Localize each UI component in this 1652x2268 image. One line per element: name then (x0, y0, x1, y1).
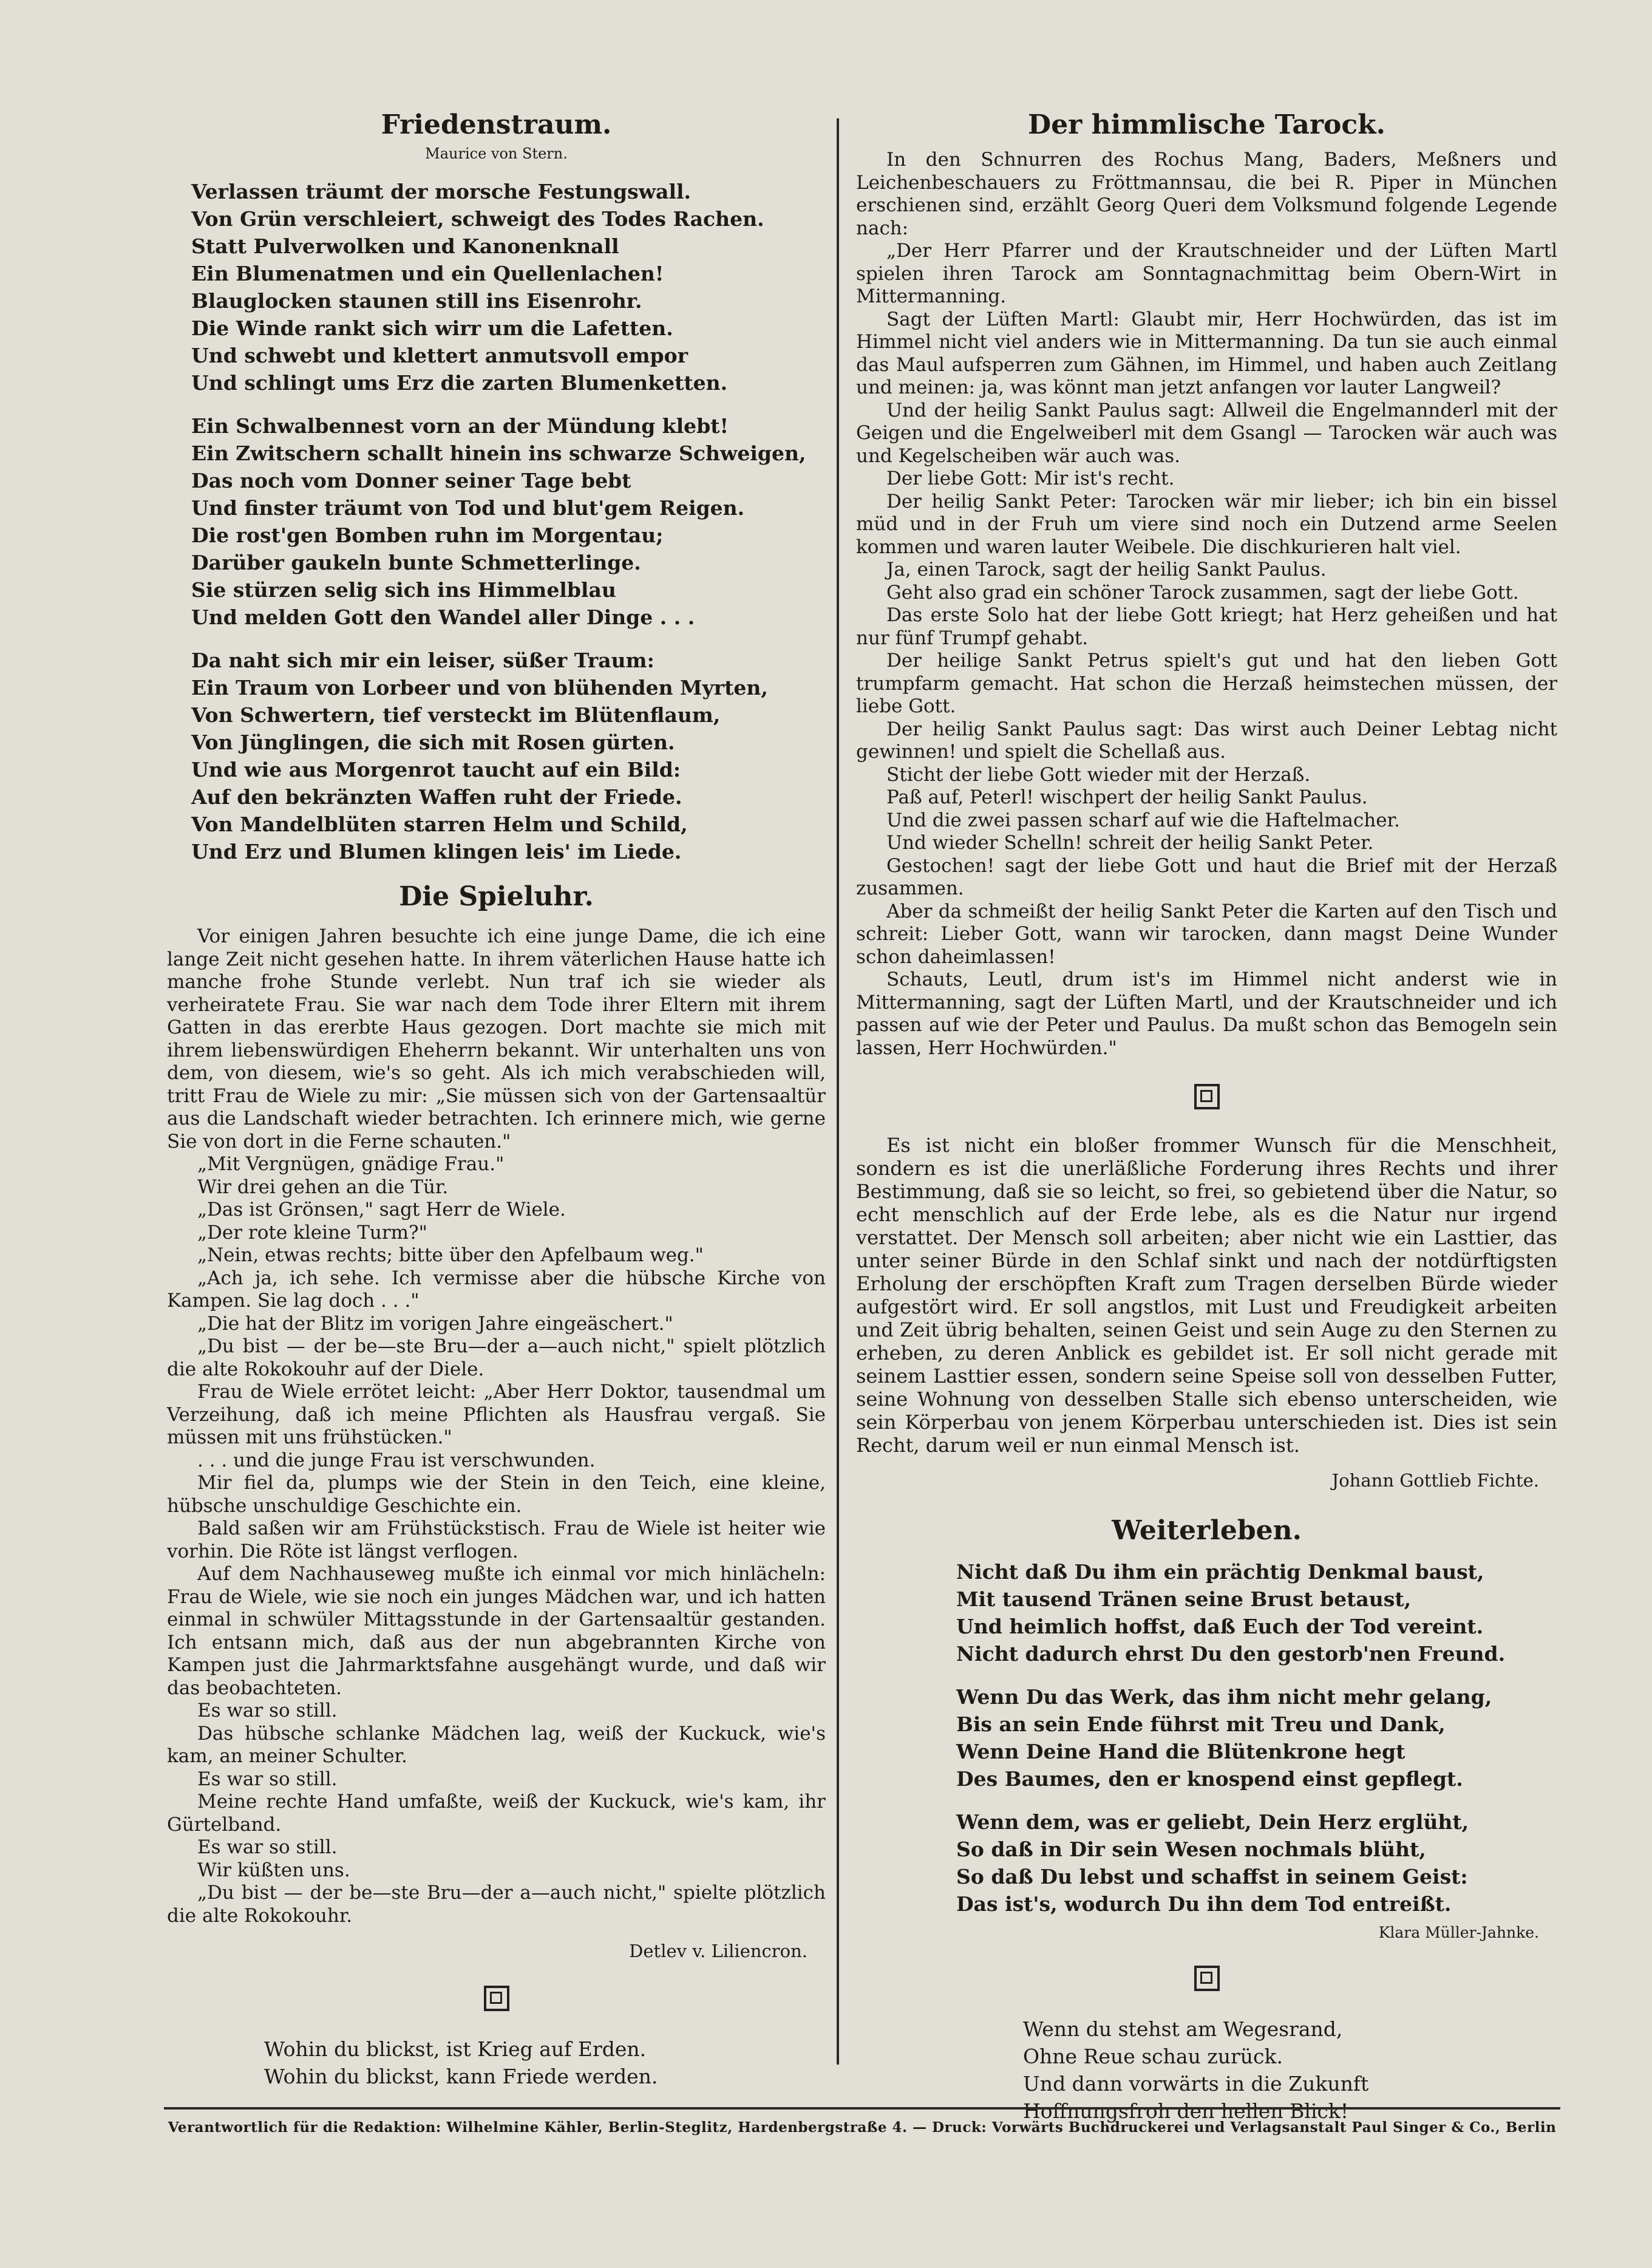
section-separator-icon (484, 1986, 509, 2011)
tarock-paragraph: Das erste Solo hat der liebe Gott kriegt; hat Herz geheißen und hat nur fünf Trumpf gehabt. (856, 604, 1557, 649)
left-column (167, 97, 826, 2090)
verse-line: Blauglocken staunen still ins Eisenrohr. (191, 289, 642, 313)
tarock-paragraph: Der heilig Sankt Paulus sagt: Das wirst auch Deiner Lebtag nicht gewinnen! und spielt die Schellaß aus. (856, 718, 1557, 763)
story-paragraph: „Du bist — der be—ste Bru—der a—auch nicht," spielt plötzlich die alte Rokokouhr auf der Diele. (167, 1335, 826, 1380)
verse-line: Die Winde rankt sich wirr um die Lafetten. (191, 316, 673, 340)
tarock-paragraph: Und die zwei passen scharf auf wie die Haftelmacher. (886, 809, 1400, 831)
poem-title-friedenstraum: Friedenstraum. (381, 109, 612, 140)
verse-line: Auf den bekränzten Waffen ruht der Friede. (191, 785, 682, 809)
story-paragraph: „Die hat der Blitz im vorigen Jahre eingeäschert." (197, 1312, 673, 1335)
quatrain-line: Ohne Reue schau zurück. (1023, 2045, 1283, 2068)
poem-stanza (191, 412, 826, 631)
story-paragraph: . . . und die junge Frau ist verschwunden. (197, 1449, 596, 1471)
story-paragraph: Es war so still. (197, 1836, 338, 1858)
story-paragraph: Bald saßen wir am Frühstückstisch. Frau de Wiele ist heiter wie vorhin. Die Röte ist längst verflogen. (167, 1517, 826, 1562)
story-paragraph: Das hübsche schlanke Mädchen lag, weiß der Kuckuck, wie's kam, an meiner Schulter. (167, 1722, 826, 1767)
verse-line: Und melden Gott den Wandel aller Dinge . . . (191, 605, 695, 629)
story-paragraph: „Ach ja, ich sehe. Ich vermisse aber die hübsche Kirche von Kampen. Sie lag doch . . ." (167, 1267, 826, 1312)
verse-line: Wenn dem, was er geliebt, Dein Herz erglüht, (956, 1810, 1469, 1834)
verse-line: Und wie aus Morgenrot taucht auf ein Bild: (191, 758, 681, 782)
verse-line: Darüber gaukeln bunte Schmetterlinge. (191, 551, 641, 574)
tarock-paragraph: Und wieder Schelln! schreit der heilig Sankt Peter. (886, 832, 1374, 854)
verse-line: Nicht dadurch ehrst Du den gestorb'nen Freund. (956, 1642, 1506, 1666)
story-paragraph: „Du bist — der be—ste Bru—der a—auch nicht," spielte plötzlich die alte Rokokouhr. (167, 1882, 826, 1927)
verse-line: Und schlingt ums Erz die zarten Blumenketten. (191, 371, 728, 395)
poem-stanza (956, 1808, 1557, 1918)
tarock-paragraph: Geht also grad ein schöner Tarock zusammen, sagt der liebe Gott. (886, 581, 1519, 604)
verse-line: Ein Zwitschern schallt hinein ins schwarze Schweigen, (191, 441, 806, 465)
verse-line: Von Mandelblüten starren Helm und Schild, (191, 812, 688, 836)
fichte-quote (856, 1134, 1557, 1457)
story-body (167, 925, 826, 1927)
tarock-paragraph: Und der heilig Sankt Paulus sagt: Allweil die Engelmannderl mit der Geigen und die Engelweiberl mit dem Gsangl — Tarocken wär auch was und Kegelscheiben wär auch was. (856, 399, 1557, 467)
verse-line: Ein Traum von Lorbeer und von blühenden Myrten, (191, 676, 768, 700)
story-paragraph: Es war so still. (197, 1700, 338, 1721)
imprint-footer: Verantwortlich für die Redaktion: Wilhelmine Kähler, Berlin-Steglitz, Hardenbergstraße 4. — Druck: Vorwärts Buchdruckerei und Verlagsanstalt Paul Singer & Co., Berlin (164, 2107, 1560, 2136)
verse-line: Das noch vom Donner seiner Tage bebt (191, 469, 631, 492)
couplet-line: Wohin du blickst, ist Krieg auf Erden. (264, 2037, 647, 2061)
verse-line: So daß Du lebst und schaffst in seinem Geist: (956, 1865, 1468, 1888)
story-paragraph: Frau de Wiele errötet leicht: „Aber Herr Doktor, tausendmal um Verzeihung, daß ich meine Pflichten als Hausfrau vergaß. Sie müssen mit uns frühstücken." (167, 1381, 826, 1448)
verse-line: Und schwebt und klettert anmutsvoll empor (191, 344, 688, 367)
fichte-signature: Johann Gottlieb Fichte. (1331, 1470, 1539, 1491)
verse-line: Wenn Deine Hand die Blütenkrone hegt (956, 1740, 1406, 1763)
article-title-tarock: Der himmlische Tarock. (1028, 109, 1385, 140)
section-separator-icon (1194, 1966, 1220, 1991)
story-signature: Detlev v. Liliencron. (629, 1941, 807, 1961)
poem-stanza (956, 1683, 1557, 1793)
verse-line: Und heimlich hoffst, daß Euch der Tod vereint. (956, 1615, 1484, 1638)
story-paragraph: Meine rechte Hand umfaßte, weiß der Kuckuck, wie's kam, ihr Gürtelband. (167, 1791, 826, 1836)
tarock-paragraph: Paß auf, Peterl! wischpert der heilig Sankt Paulus. (886, 786, 1368, 808)
tarock-paragraph: Sticht der liebe Gott wieder mit der Herzaß. (886, 763, 1311, 786)
tarock-paragraph: Schauts, Leutl, drum ist's im Himmel nicht anderst wie in Mittermanning, sagt der Lüften Martl, und der Krautschneider und ich passen auf wie der Peter und Paulus. Da mußt schon das Bemogeln sein lassen, Herr Hochwürden." (856, 969, 1557, 1059)
story-paragraph: Wir drei gehen an die Tür. (197, 1176, 449, 1198)
verse-line: Von Grün verschleiert, schweigt des Todes Rachen. (191, 207, 764, 231)
poem-stanza (956, 1558, 1557, 1667)
verse-line: Von Jünglingen, die sich mit Rosen gürten. (191, 730, 675, 754)
tarock-paragraph: Der liebe Gott: Mir ist's recht. (886, 468, 1175, 489)
story-title-spieluhr: Die Spieluhr. (399, 881, 594, 912)
verse-line: Von Schwertern, tief versteckt im Blütenflaum, (191, 703, 721, 727)
poem-stanza (191, 647, 826, 865)
quatrain-line: Und dann vorwärts in die Zukunft (1023, 2072, 1369, 2096)
column-divider (837, 118, 839, 2065)
story-paragraph: Vor einigen Jahren besuchte ich eine junge Dame, die ich eine lange Zeit nicht gesehen hatte. In ihrem väterlichen Hause hatte ich manche frohe Stunde verlebt. Nun traf ich sie wieder als verheiratete Frau. Sie war nach dem Tode ihrer Eltern mit ihrem Gatten in das ererbte Haus gezogen. Dort machte sie mich mit ihrem liebenswürdigen Eheherrn bekannt. Wir unterhalten uns von dem, von diesem, wie's so geht. Als ich mich verabschieden will, tritt Frau de Wiele zu mir: „Sie müssen sich von der Gartensaaltür aus die Landschaft wieder betrachten. Ich erinnere mich, wie gerne Sie von dort in die Ferne schauten." (167, 925, 826, 1153)
story-paragraph: „Nein, etwas rechts; bitte über den Apfelbaum weg." (197, 1244, 704, 1266)
verse-line: Ein Blumenatmen und ein Quellenlachen! (191, 262, 664, 285)
verse-line: Wenn Du das Werk, das ihm nicht mehr gelang, (956, 1685, 1492, 1709)
verse-line: Und Erz und Blumen klingen leis' im Liede. (191, 840, 682, 863)
fichte-text: Es ist nicht ein bloßer frommer Wunsch für die Menschheit, sondern es ist die unerläßliche Forderung ihres Rechts und ihrer Bestimmung, daß sie so leicht, so frei, so gebietend über die Natur, so echt menschlich auf der Erde lebe, als es die Natur nur irgend verstattet. Der Mensch soll arbeiten; aber nicht wie ein Lasttier, das unter seiner Bürde in den Schlaf sinkt und nach der notdürftigsten Erholung der erschöpften Kraft zum Tragen derselben Bürde wieder aufgestört wird. Er soll angstlos, mit Lust und Freudigkeit arbeiten und Zeit übrig behalten, seinen Geist und sein Auge zu den Sternen zu erheben, zu deren Anblick es gebildet ist. Er soll nicht gerade mit seinem Lasttier essen, sondern seine Speise soll von desselben Futter, seine Wohnung von desselben Stalle sich ebenso unterscheiden, wie sein Körperbau von jenem Körperbau unterschieden ist. Dies ist sein Recht, darum weil er nun einmal Mensch ist. (856, 1134, 1557, 1457)
story-paragraph: „Der rote kleine Turm?" (197, 1221, 427, 1244)
story-paragraph: Auf dem Nachhauseweg mußte ich einmal vor mich hinlächeln: Frau de Wiele, wie sie noch ein junges Mädchen war, und ich hatten einmal in schwüler Mittagsstunde in der Gartensaaltür gestanden. Ich entsann mich, daß aus der nun abgebrannten Kirche von Kampen just die Jahrmarktsfahne ausgehängt wurde, und daß wir das beobachteten. (167, 1563, 826, 1699)
verse-line: Verlassen träumt der morsche Festungswall. (191, 180, 692, 203)
poem-stanza (191, 178, 826, 397)
section-separator-icon (1194, 1084, 1220, 1109)
verse-line: Mit tausend Tränen seine Brust betaust, (956, 1587, 1412, 1611)
verse-line: Da naht sich mir ein leiser, süßer Traum: (191, 649, 654, 672)
tarock-paragraph: Der heilige Sankt Petrus spielt's gut und hat den lieben Gott trumpfarm gemacht. Hat schon die Herzaß heimstechen müssen, der liebe Gott. (856, 650, 1557, 717)
tarock-paragraph: Ja, einen Tarock, sagt der heilig Sankt Paulus. (886, 559, 1327, 581)
quatrain-line: Wenn du stehst am Wegesrand, (1023, 2017, 1343, 2041)
verse-line: So daß in Dir sein Wesen nochmals blüht, (956, 1837, 1426, 1861)
tarock-paragraph: In den Schnurren des Rochus Mang, Baders, Meßners und Leichenbeschauers zu Fröttmannsau, die bei R. Piper in München erschienen sind, erzählt Georg Queri dem Volksmund folgende Legende nach: (856, 149, 1557, 239)
story-paragraph: Mir fiel da, plumps wie der Stein in den Teich, eine kleine, hübsche unschuldige Geschichte ein. (167, 1472, 826, 1517)
tarock-paragraph: „Der Herr Pfarrer und der Krautschneider und der Lüften Martl spielen ihren Tarock am Sonntagnachmittag beim Obern-Wirt in Mittermanning. (856, 240, 1557, 307)
story-paragraph: Es war so still. (197, 1768, 338, 1790)
tarock-paragraph: Gestochen! sagt der liebe Gott und haut die Brief mit der Herzaß zusammen. (856, 854, 1557, 899)
right-column (856, 97, 1557, 2125)
couplet-line: Wohin du blickst, kann Friede werden. (264, 2065, 658, 2088)
verse-line: Das ist's, wodurch Du ihn dem Tod entreißt. (956, 1892, 1452, 1916)
tarock-body (856, 149, 1557, 1060)
poem-signature: Klara Müller-Jahnke. (1378, 1924, 1539, 1941)
verse-line: Statt Pulverwolken und Kanonenknall (191, 234, 619, 258)
tarock-paragraph: Aber da schmeißt der heilig Sankt Peter die Karten auf den Tisch und schreit: Lieber Gott, wann wir tarocken, dann magst Deine Wunder schon daheimlassen! (856, 900, 1557, 968)
tarock-paragraph: Sagt der Lüften Martl: Glaubt mir, Herr Hochwürden, das ist im Himmel nicht viel anders wie in Mittermanning. Da tun sie auch einmal das Maul aufsperren zum Gähnen, im Himmel, und haben auch Zeitlang und meinen: ja, was könnt man jetzt anfangen vor lauter Langweil? (856, 308, 1557, 398)
poem-author: Maurice von Stern. (425, 145, 568, 162)
verse-line: Bis an sein Ende führst mit Treu und Dank, (956, 1712, 1446, 1736)
story-paragraph: „Mit Vergnügen, gnädige Frau." (197, 1153, 505, 1175)
story-paragraph: „Das ist Grönsen," sagt Herr de Wiele. (197, 1199, 566, 1221)
couplet (264, 2035, 826, 2090)
verse-line: Ein Schwalbennest vorn an der Mündung klebt! (191, 414, 729, 438)
story-paragraph: Wir küßten uns. (197, 1859, 350, 1881)
tarock-paragraph: Der heilig Sankt Peter: Tarocken wär mir lieber; ich bin ein bissel müd und in der Fruh um viere sind noch ein Dutzend arme Seelen kommen und waren lauter Weibele. Die dischkurieren halt viel. (856, 490, 1557, 558)
verse-line: Und finster träumt von Tod und blut'gem Reigen. (191, 496, 745, 520)
quatrain-line: Hoffnungsfroh den hellen Blick! (1023, 2099, 1349, 2123)
verse-line: Sie stürzen selig sich ins Himmelblau (191, 578, 616, 602)
poem-title-weiterleben: Weiterleben. (1112, 1515, 1302, 1546)
verse-line: Des Baumes, den er knospend einst gepflegt. (956, 1767, 1463, 1791)
verse-line: Die rost'gen Bomben ruhn im Morgentau; (191, 523, 664, 547)
verse-line: Nicht daß Du ihm ein prächtig Denkmal baust, (956, 1560, 1484, 1584)
